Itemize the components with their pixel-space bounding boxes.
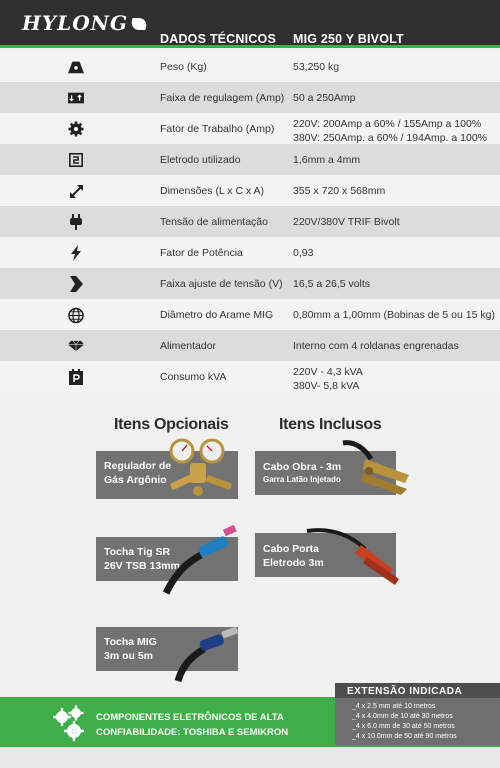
optional-item-tig-torch[interactable] — [96, 537, 238, 581]
spec-row — [0, 51, 500, 82]
dimensions-icon — [68, 183, 84, 199]
spec-row — [0, 175, 500, 206]
ground-clamp-image — [335, 437, 415, 501]
spec-label: Peso (Kg) — [160, 61, 207, 73]
spec-label: Eletrodo utilizado — [160, 154, 241, 166]
spec-column-header: DADOS TÉCNICOS — [160, 32, 277, 46]
bottom-strip — [0, 747, 500, 768]
item-label: Cabo Obra - 3m — [263, 461, 342, 473]
header-bar — [0, 0, 500, 48]
item-sublabel: Garra Latão Injetado — [263, 475, 341, 484]
extension-item: _4 x 6.0 mm de 30 até 50 metros — [352, 723, 455, 730]
included-item-electrode-holder[interactable] — [255, 533, 396, 577]
plug-icon — [68, 214, 84, 230]
item-label: Tocha MIG 3m ou 5m — [104, 636, 157, 662]
footer-components-text: COMPONENTES ELETRÔNICOS DE ALTA CONFIABILIDADE: TOSHIBA E SEMIKRON — [96, 712, 289, 738]
mig-torch-image — [164, 623, 244, 683]
spec-value — [293, 117, 487, 145]
lightning-icon — [68, 245, 84, 261]
spec-row — [0, 268, 500, 299]
spec-row — [0, 361, 500, 392]
leaf-icon — [129, 18, 148, 30]
extension-item: _4 x 2.5 mm até 10 metros — [352, 703, 436, 710]
spec-value-line2: 380V- 5,8 kVA — [293, 380, 360, 392]
brand-logo: HYLONG — [22, 11, 147, 35]
spec-row — [0, 144, 500, 175]
spec-label: Fator de Trabalho (Amp) — [160, 123, 275, 135]
spec-value: 50 a 250Amp — [293, 92, 356, 104]
spec-value: 53,250 kg — [293, 61, 340, 73]
extension-item: _4 x 10.0mm de 50 até 90 metros — [352, 733, 457, 740]
diamond-icon — [68, 338, 84, 354]
item-label: Tocha Tig SR 26V TSB 13mm — [104, 546, 180, 572]
spec-value-line1: 220V - 4,3 kVA — [293, 366, 363, 378]
spec-row — [0, 330, 500, 361]
power-icon — [68, 369, 84, 385]
spec-table — [0, 51, 500, 392]
spec-value-line1: 220V: 200Amp a 60% / 155Amp a 100% — [293, 118, 482, 130]
spec-label: Tensão de alimentação — [160, 216, 268, 228]
spec-row — [0, 299, 500, 330]
regulation-icon — [68, 90, 84, 106]
spec-value — [293, 365, 363, 393]
spec-value: 1,6mm a 4mm — [293, 154, 361, 166]
included-item-ground-cable[interactable] — [255, 451, 396, 495]
spec-value: 0,93 — [293, 247, 314, 259]
optional-item-gas-regulator[interactable] — [96, 451, 238, 499]
extension-title: EXTENSÃO INDICADA — [347, 686, 463, 697]
electrode-holder-image — [303, 523, 403, 587]
gear-icon — [68, 121, 84, 137]
spec-row — [0, 113, 500, 144]
model-column-header: MIG 250 Y BIVOLT — [293, 32, 404, 46]
item-label: Cabo Porta Eletrodo 3m — [263, 543, 324, 569]
spec-label: Faixa ajuste de tensão (V) — [160, 278, 283, 290]
item-label: Regulador de Gás Argônio — [104, 460, 172, 486]
spec-label: Consumo kVA — [160, 371, 227, 383]
electrode-icon — [68, 152, 84, 168]
spec-value-line2: 380V: 250Amp. a 60% / 194Amp. a 100% — [293, 132, 487, 144]
optional-item-mig-torch[interactable] — [96, 627, 238, 671]
spec-value: 16,5 a 26,5 volts — [293, 278, 371, 290]
spec-value: 0,80mm a 1,00mm (Bobinas de 5 ou 15 kg) — [293, 309, 495, 321]
extension-item: _4 x 4.0mm de 10 até 30 metros — [352, 713, 453, 720]
gears-icon — [50, 703, 90, 743]
arrow-icon — [68, 276, 84, 292]
spec-row — [0, 237, 500, 268]
spec-value: 220V/380V TRIF Bivolt — [293, 216, 400, 228]
extension-list — [352, 702, 457, 742]
included-items-title: Itens Inclusos — [279, 416, 382, 433]
tig-torch-image — [156, 523, 246, 595]
spec-label: Faixa de regulagem (Amp) — [160, 92, 285, 104]
spec-value: 355 x 720 x 568mm — [293, 185, 386, 197]
spec-label: Fator de Potência — [160, 247, 243, 259]
spec-label: Dimensões (L x C x A) — [160, 185, 265, 197]
globe-icon — [68, 307, 84, 323]
gas-regulator-image — [166, 437, 240, 501]
spec-value: Interno com 4 roldanas engrenadas — [293, 340, 459, 352]
spec-row — [0, 206, 500, 237]
optional-items-title: Itens Opcionais — [114, 416, 229, 433]
spec-label: Alimentador — [160, 340, 217, 352]
spec-label: Diâmetro do Arame MIG — [160, 309, 274, 321]
spec-row — [0, 82, 500, 113]
weight-icon — [68, 59, 84, 75]
